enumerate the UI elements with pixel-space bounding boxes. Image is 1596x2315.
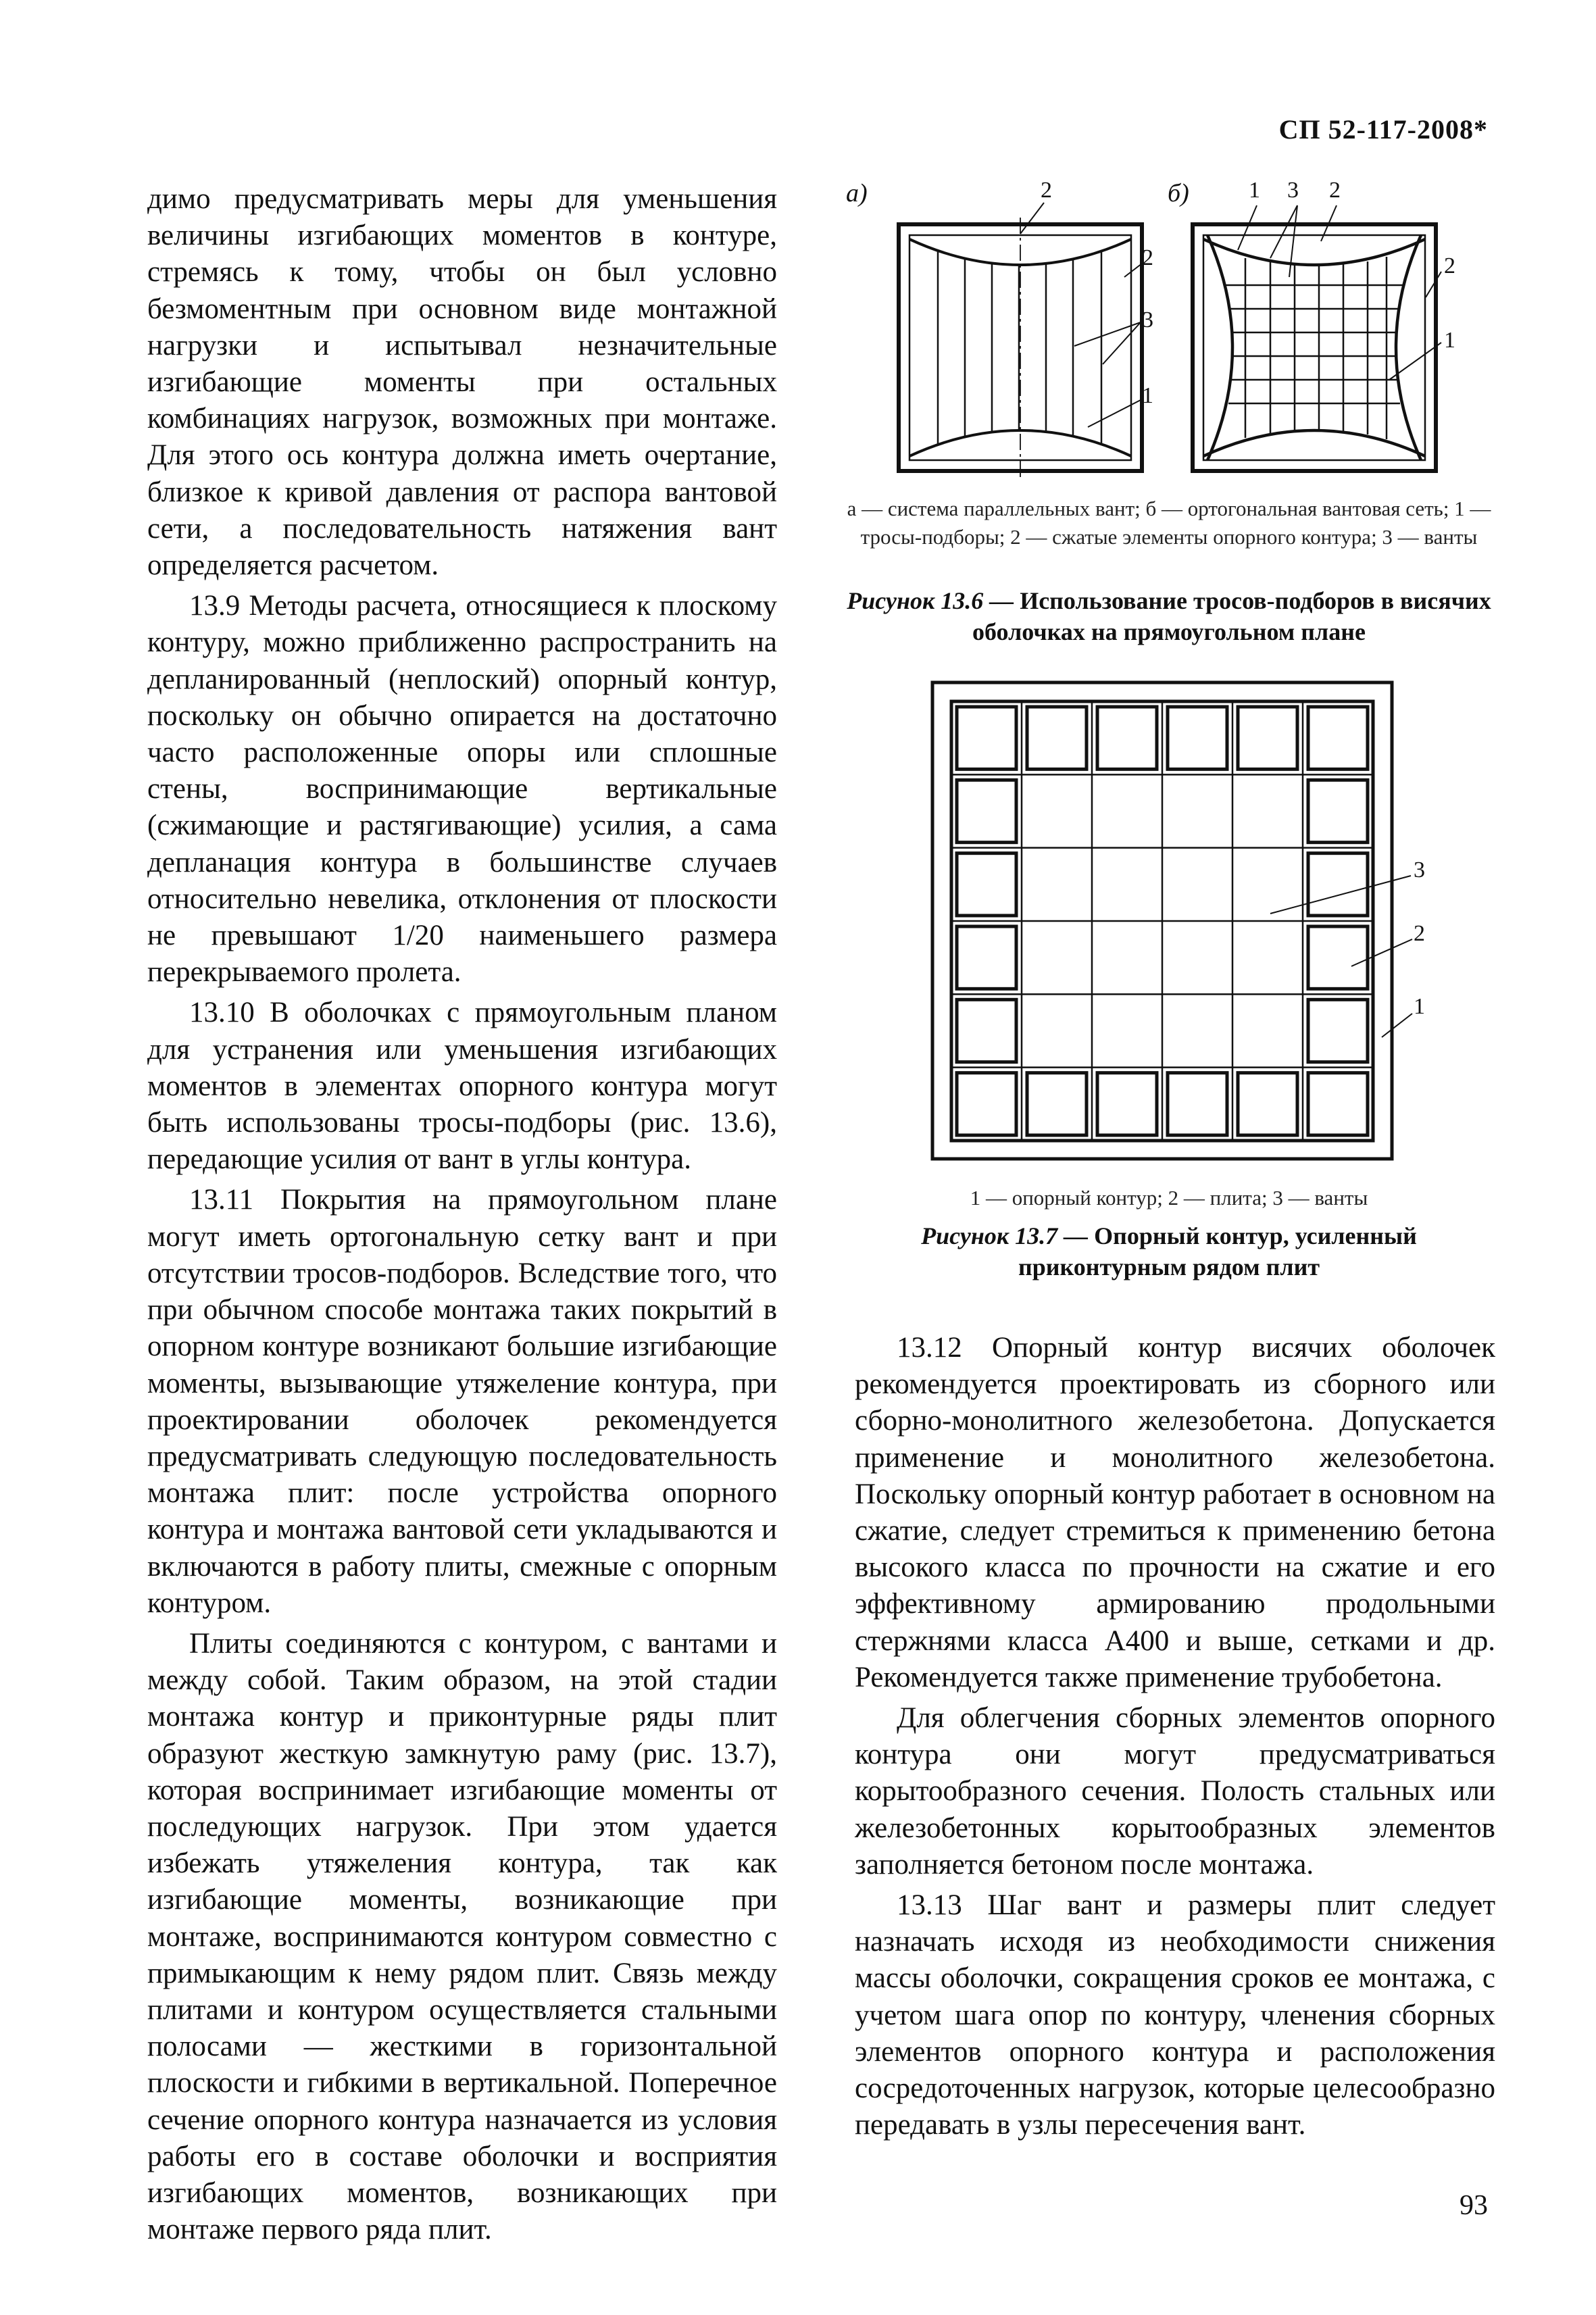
right-column <box>855 1330 1495 2147</box>
perimeter-slab <box>1308 926 1368 989</box>
perimeter-slab <box>1027 1073 1087 1135</box>
figure-13-7-caption <box>845 1220 1493 1283</box>
callout-label: 1 <box>1414 994 1425 1019</box>
perimeter-slab <box>1168 707 1227 769</box>
perimeter-slab <box>957 1073 1016 1135</box>
figure-13-7-legend: 1 — опорный контур; 2 — плита; 3 — ванты <box>970 1186 1368 1210</box>
perimeter-slab <box>957 999 1016 1062</box>
callout-label: 2 <box>1041 178 1052 203</box>
perimeter-slab <box>1097 1073 1157 1135</box>
support-contour-plan <box>932 682 1412 1159</box>
callout-label: 3 <box>1287 178 1299 203</box>
perimeter-slab <box>1308 780 1368 842</box>
perimeter-slab <box>957 780 1016 842</box>
caption-label: Рисунок 13.6 — <box>847 587 1014 614</box>
figure-label-b: б) <box>1168 179 1189 207</box>
perimeter-slab <box>1027 707 1087 769</box>
perimeter-slab <box>1308 999 1368 1062</box>
figure-13-6-drawing <box>838 177 1500 481</box>
paragraph-13-11: 13.11 Покрытия на прямоугольном плане могут иметь ортогональную сетку вант и при отсутствии тросов-подборов. Вследствие того, что при обычном способе монтажа таких покрытий в опорном контуре возникают большие изгибающие моменты, вызывающие утяжеление контура, при проектировании оболочек рекомендуется предусматривать следующую последовательность монтажа плит: после устройства опорного контура и монтажа вантовой сети укладываются и включаются в работу плиты, смежные с опорным контуром. <box>147 1184 777 1619</box>
perimeter-slab <box>1308 707 1368 769</box>
perimeter-slab <box>1097 707 1157 769</box>
diagram-orthogonal-net <box>1193 205 1441 471</box>
perimeter-slab <box>1238 1073 1297 1135</box>
caption-text: Опорный контур, усиленный приконтурным рядом плит <box>1018 1222 1417 1280</box>
figure-13-6 <box>838 177 1500 481</box>
callout-label: 3 <box>1414 857 1425 882</box>
figure-13-6-caption <box>845 585 1493 647</box>
perimeter-slab <box>1308 1073 1368 1135</box>
callout-label: 2 <box>1444 253 1455 278</box>
paragraph: Плиты соединяются с контуром, с вантами и между собой. Таким образом, на этой стадии монтажа контур и приконтурные ряды плит образуют жесткую замкнутую раму (рис. 13.7), которая воспринимает изгибающие моменты от последующих нагрузок. При этом удается избежать утяжеления контура, так как изгибающие моменты, возникающие при монтаже, воспринимаются контуром совместно с примыкающим к нему рядом плит. Связь между плитами и контуром осуществляется стальными полосами — жесткими в горизонтальной плоскости и гибкими в вертикальной. Поперечное сечение опорного контура назначается из условия работы его в составе оболочки и восприятия изгибающих моментов, возникающих при монтаже первого ряда плит. <box>147 1627 777 2246</box>
caption-label: Рисунок 13.7 — <box>921 1222 1089 1249</box>
paragraph-13-9: 13.9 Методы расчета, относящиеся к плоскому контуру, можно приближенно распространить на депланированный (неплоский) опорный контур, поскольку он обычно опирается на достаточно часто расположенные опоры или сплошные стены, воспринимающие вертикальные (сжимающие и растягивающие) усилия, а сама депланация контура в большинстве случаев относительно невелика, отклонения от плоскости не превышают 1/20 наименьшего размера перекрываемого пролета. <box>147 590 777 989</box>
perimeter-slab <box>957 707 1016 769</box>
figure-13-7-drawing <box>926 676 1466 1176</box>
paragraph-13-10: 13.10 В оболочках с прямоугольным планом для устранения или уменьшения изгибающих моментов в элементах опорного контура могут быть использованы тросы-подборы (рис. 13.6), передающие усилия от вант в углы контура. <box>147 997 777 1176</box>
callout-label: 3 <box>1142 307 1153 332</box>
running-head: СП 52-117-2008* <box>1278 114 1488 145</box>
paragraph: Для облегчения сборных элементов опорного контура они могут предусматриваться корытообразного сечения. Полость стальных или железобетонных корытообразных элементов заполняется бетоном после монтажа. <box>855 1702 1495 1881</box>
callout-label: 1 <box>1142 383 1153 408</box>
diagram-parallel-cables <box>899 203 1142 481</box>
perimeter-slab <box>1238 707 1297 769</box>
perimeter-slab <box>1308 853 1368 916</box>
callout-label: 2 <box>1142 245 1153 270</box>
figure-13-6-legend: а — система параллельных вант; б — ортогональная вантовая сеть; 1 — тросы-подборы; 2 — сжатые элементы опорного контура; 3 — ванты <box>847 497 1491 549</box>
callout-label: 2 <box>1414 921 1425 946</box>
paragraph-13-13: 13.13 Шаг вант и размеры плит следует назначать исходя из необходимости снижения массы оболочки, сокращения сроков ее монтажа, с учетом шага опор по контуру, членения сборных элементов опорного контура и расположения сосредоточенных нагрузок, которые целесообразно передавать в узлы пересечения вант. <box>855 1889 1495 2141</box>
callout-label: 1 <box>1444 328 1455 353</box>
paragraph: димо предусматривать меры для уменьшения величины изгибающих моментов в контуре, стремясь к тому, чтобы он был условно безмоментным при основном виде монтажной нагрузки и испытывал незначительные изгибающие моменты при остальных комбинациях нагрузок, возможных при монтаже. Для этого ось контура должна иметь очертание, близкое к кривой давления от распора вантовой сети, а последовательность натяжения вант определяется расчетом. <box>147 183 777 582</box>
figure-label-a: а) <box>846 179 868 207</box>
callout-label: 1 <box>1249 178 1260 203</box>
figure-13-7 <box>926 676 1466 1176</box>
paragraph-13-12: 13.12 Опорный контур висячих оболочек рекомендуется проектировать из сборного или сборно-монолитного железобетона. Допускается применение и монолитного железобетона. Поскольку опорный контур работает в основном на сжатие, следует стремиться к применению бетона высокого класса по прочности на сжатие и его эффективному армированию продольными стержнями класса А400 и выше, сетками и др. Рекомендуется также применение трубобетона. <box>855 1332 1495 1693</box>
caption-text: Использование тросов-подборов в висячих оболочках на прямоугольном плане <box>972 587 1491 645</box>
callout-label: 2 <box>1329 178 1341 203</box>
perimeter-slab <box>957 853 1016 916</box>
perimeter-slab <box>957 926 1016 989</box>
page-number: 93 <box>1460 2190 1488 2221</box>
left-column <box>147 181 777 2252</box>
perimeter-slab <box>1168 1073 1227 1135</box>
